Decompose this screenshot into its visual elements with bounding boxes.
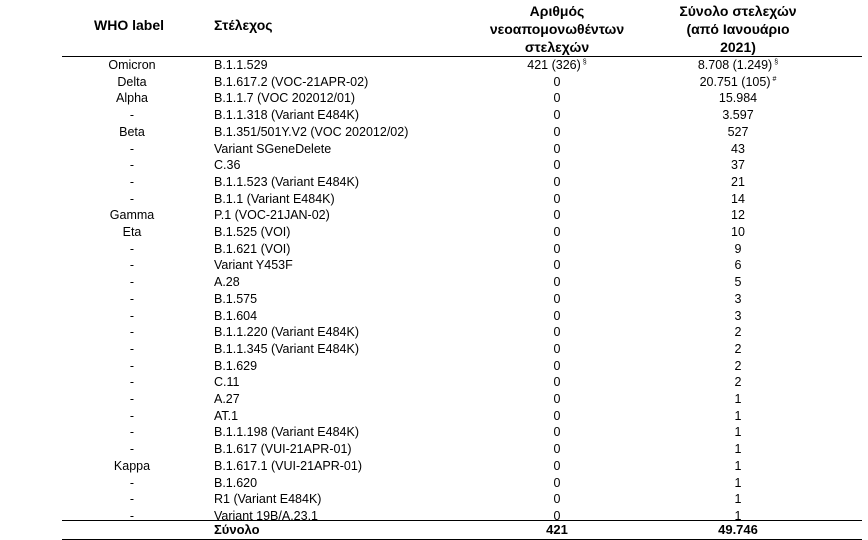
- new-isolates-cell: [472, 124, 642, 141]
- total-strains-value: 1: [734, 408, 742, 423]
- total-strains-value: 37: [731, 158, 745, 173]
- who-label-cell: Alpha: [116, 91, 148, 106]
- who-label-cell: -: [129, 492, 135, 507]
- new-isolates-cell: [472, 491, 642, 508]
- total-strains-value: 20.751 (105): [699, 74, 771, 89]
- total-strains-value: 14: [731, 191, 745, 206]
- new-isolates-value: 0: [553, 425, 561, 440]
- table-row: [0, 90, 868, 107]
- new-isolates-value: 0: [553, 208, 561, 223]
- who-label-cell: -: [129, 308, 135, 323]
- table-row: [0, 124, 868, 141]
- new-isolates-cell: [472, 324, 642, 341]
- new-isolates-cell: [472, 141, 642, 158]
- strain-cell: B.1.620: [214, 475, 258, 490]
- table-row: [0, 491, 868, 508]
- who-label-cell: Eta: [122, 225, 142, 239]
- total-strains-cell: [656, 124, 820, 141]
- total-strains-value: 527: [727, 124, 749, 139]
- strain-cell: B.1.1.529: [214, 58, 268, 72]
- total-strains-value: 10: [731, 225, 745, 239]
- new-isolates-cell: [472, 157, 642, 174]
- new-isolates-value: 0: [553, 91, 561, 106]
- new-isolates-value: 0: [553, 392, 561, 406]
- total-strains-value: 21: [731, 174, 745, 189]
- total-strains-cell: [656, 107, 820, 124]
- total-strains-value: 2: [734, 375, 742, 390]
- who-label-cell: -: [129, 325, 135, 340]
- who-label-cell: -: [129, 358, 135, 373]
- new-isolates-cell: [472, 341, 642, 358]
- total-strains-cell: [656, 475, 820, 492]
- new-isolates-value: 0: [553, 124, 561, 139]
- total-label: Σύνολο: [214, 522, 260, 537]
- new-isolates-value: 0: [553, 358, 561, 373]
- total-strains-value: 1: [734, 475, 742, 490]
- new-isolates-cell: [472, 57, 642, 74]
- total-strains-cell: [656, 424, 820, 441]
- who-label-cell: -: [129, 108, 135, 123]
- table-row: [0, 374, 868, 391]
- strain-cell: B.1.575: [214, 291, 258, 306]
- total-strains-cell: [656, 408, 820, 425]
- new-isolates-value: 421 (326): [527, 58, 581, 72]
- total-strains-cell: [656, 374, 820, 391]
- new-isolates-value: 0: [553, 442, 561, 457]
- total-strains-cell: [656, 274, 820, 291]
- footnote-mark: #: [772, 75, 777, 83]
- table-row: [0, 308, 868, 325]
- total-strains-value: 43: [731, 141, 745, 156]
- total-strains-value: 3: [734, 308, 742, 323]
- strain-cell: C.36: [214, 158, 241, 173]
- new-isolates-value: 0: [553, 241, 561, 256]
- total-row: [0, 522, 868, 539]
- new-isolates-value: 0: [553, 258, 561, 273]
- strain-cell: B.1.1.523 (Variant E484K): [214, 174, 359, 189]
- table-row: [0, 107, 868, 124]
- who-label-cell: -: [129, 508, 135, 523]
- total-strains-cell: [656, 441, 820, 458]
- total-strains-cell: [656, 391, 820, 408]
- table-row: [0, 141, 868, 158]
- table-row: [0, 424, 868, 441]
- who-label-cell: Delta: [117, 74, 147, 89]
- who-label-cell: Gamma: [109, 208, 155, 223]
- new-isolates-value: 0: [553, 508, 561, 523]
- new-isolates-value: 0: [553, 141, 561, 156]
- strain-cell: Variant SGeneDelete: [214, 141, 332, 156]
- who-label-cell: -: [129, 158, 135, 173]
- header-new-isolates: Αριθμός νεοαπομονωθέντων στελεχών: [489, 3, 625, 55]
- strain-cell: B.1.629: [214, 358, 258, 373]
- table-row: [0, 207, 868, 224]
- new-isolates-value: 0: [553, 108, 561, 123]
- header-who-label: WHO label: [94, 17, 165, 33]
- total-strains-value: 2: [734, 358, 742, 373]
- table-row: [0, 475, 868, 492]
- total-strains-value: 8.708 (1.249): [697, 58, 773, 72]
- new-isolates-cell: [472, 374, 642, 391]
- strain-cell: B.1.525 (VOI): [214, 225, 291, 239]
- strain-cell: B.1.1.220 (Variant E484K): [214, 325, 359, 340]
- new-isolates-value: 0: [553, 475, 561, 490]
- total-strains-value: 12: [731, 208, 745, 223]
- new-isolates-value: 0: [553, 74, 561, 89]
- total-all-strains: 49.746: [718, 522, 758, 537]
- total-strains-cell: [656, 74, 820, 91]
- new-isolates-cell: [472, 224, 642, 241]
- new-isolates-value: 0: [553, 225, 561, 239]
- total-strains-cell: [656, 224, 820, 241]
- total-strains-value: 3: [734, 291, 742, 306]
- total-strains-value: 1: [734, 508, 742, 523]
- new-isolates-cell: [472, 358, 642, 375]
- total-strains-cell: [656, 358, 820, 375]
- strain-cell: A.27: [214, 392, 240, 406]
- total-strains-cell: [656, 291, 820, 308]
- total-strains-cell: [656, 241, 820, 258]
- new-isolates-cell: [472, 291, 642, 308]
- new-isolates-cell: [472, 475, 642, 492]
- strain-cell: P.1 (VOC-21JAN-02): [214, 208, 330, 223]
- total-strains-cell: [656, 57, 820, 74]
- new-isolates-value: 0: [553, 291, 561, 306]
- table-row: [0, 224, 868, 241]
- new-isolates-cell: [472, 74, 642, 91]
- new-isolates-cell: [472, 308, 642, 325]
- who-label-cell: -: [129, 275, 135, 290]
- total-strains-cell: [656, 90, 820, 107]
- table-row: [0, 157, 868, 174]
- table-row: [0, 74, 868, 91]
- new-isolates-cell: [472, 391, 642, 408]
- new-isolates-cell: [472, 424, 642, 441]
- strain-cell: B.1.351/501Y.V2 (VOC 202012/02): [214, 124, 409, 139]
- who-label-cell: -: [129, 241, 135, 256]
- total-rule: [62, 520, 862, 521]
- table-row: [0, 291, 868, 308]
- strain-cell: B.1.1 (Variant E484K): [214, 191, 335, 206]
- table-row: [0, 408, 868, 425]
- who-label-cell: Beta: [119, 124, 145, 139]
- table-row: [0, 324, 868, 341]
- table-row: [0, 358, 868, 375]
- total-strains-value: 1: [734, 425, 742, 440]
- total-strains-cell: [656, 324, 820, 341]
- new-isolates-cell: [472, 191, 642, 208]
- strain-cell: B.1.604: [214, 308, 258, 323]
- new-isolates-cell: [472, 441, 642, 458]
- table-row: [0, 257, 868, 274]
- strain-cell: Variant 19B/A.23.1: [214, 508, 319, 523]
- who-label-cell: -: [129, 174, 135, 189]
- strain-cell: B.1.1.7 (VOC 202012/01): [214, 91, 356, 106]
- who-label-cell: -: [129, 291, 135, 306]
- total-strains-cell: [656, 191, 820, 208]
- total-strains-cell: [656, 207, 820, 224]
- new-isolates-value: 0: [553, 325, 561, 340]
- new-isolates-value: 0: [553, 308, 561, 323]
- new-isolates-value: 0: [553, 341, 561, 356]
- total-strains-value: 1: [734, 492, 742, 507]
- table-row: [0, 341, 868, 358]
- total-strains-cell: [656, 141, 820, 158]
- total-new-isolates: 421: [546, 522, 568, 537]
- table-row: [0, 458, 868, 475]
- header-strain: Στέλεχος: [214, 17, 273, 33]
- total-strains-cell: [656, 341, 820, 358]
- strain-cell: B.1.617.1 (VUI-21APR-01): [214, 458, 362, 473]
- who-label-cell: -: [129, 141, 135, 156]
- strain-cell: AT.1: [214, 408, 239, 423]
- who-label-cell: -: [129, 408, 135, 423]
- new-isolates-cell: [472, 458, 642, 475]
- new-isolates-value: 0: [553, 375, 561, 390]
- who-label-cell: Kappa: [113, 458, 151, 473]
- strain-cell: C.11: [214, 375, 240, 390]
- total-strains-value: 1: [734, 392, 742, 406]
- table-row: [0, 441, 868, 458]
- new-isolates-cell: [472, 90, 642, 107]
- new-isolates-value: 0: [553, 275, 561, 290]
- strain-cell: R1 (Variant E484K): [214, 492, 322, 507]
- strain-cell: B.1.621 (VOI): [214, 241, 291, 256]
- new-isolates-value: 0: [553, 492, 561, 507]
- who-label-cell: -: [129, 191, 135, 206]
- table-row: [0, 191, 868, 208]
- total-strains-value: 3.597: [722, 108, 754, 123]
- new-isolates-value: 0: [553, 174, 561, 189]
- new-isolates-cell: [472, 274, 642, 291]
- who-label-cell: Omicron: [108, 58, 156, 72]
- total-strains-cell: [656, 308, 820, 325]
- new-isolates-value: 0: [553, 458, 561, 473]
- new-isolates-cell: [472, 257, 642, 274]
- strain-cell: B.1.1.318 (Variant E484K): [214, 108, 359, 123]
- who-label-cell: -: [129, 341, 135, 356]
- who-label-cell: -: [129, 375, 135, 390]
- total-strains-value: 9: [734, 241, 742, 256]
- table-row: [0, 174, 868, 191]
- total-strains-value: 2: [734, 325, 742, 340]
- who-label-cell: -: [129, 442, 135, 457]
- strain-cell: Variant Y453F: [214, 258, 293, 273]
- new-isolates-value: 0: [553, 158, 561, 173]
- who-label-cell: -: [129, 392, 135, 406]
- new-isolates-value: 0: [553, 408, 561, 423]
- table-row: [0, 241, 868, 258]
- total-strains-cell: [656, 491, 820, 508]
- new-isolates-cell: [472, 107, 642, 124]
- new-isolates-cell: [472, 207, 642, 224]
- header-total-strains: Σύνολο στελεχών (από Ιανουάριο 2021): [679, 3, 797, 55]
- footnote-mark: §: [774, 59, 779, 66]
- strain-cell: B.1.617.2 (VOC-21APR-02): [214, 74, 369, 89]
- who-label-cell: -: [129, 425, 135, 440]
- table-row: [0, 391, 868, 408]
- total-strains-cell: [656, 257, 820, 274]
- total-strains-value: 1: [734, 458, 742, 473]
- strain-cell: B.1.1.345 (Variant E484K): [214, 341, 359, 356]
- footnote-mark: §: [582, 59, 587, 66]
- total-strains-cell: [656, 458, 820, 475]
- strain-cell: B.1.1.198 (Variant E484K): [214, 425, 359, 440]
- table-row: [0, 274, 868, 291]
- new-isolates-cell: [472, 408, 642, 425]
- new-isolates-cell: [472, 241, 642, 258]
- total-strains-value: 1: [734, 442, 742, 457]
- strain-cell: A.28: [214, 275, 240, 290]
- who-label-cell: -: [129, 475, 135, 490]
- total-strains-value: 5: [734, 275, 742, 290]
- new-isolates-value: 0: [553, 191, 561, 206]
- strain-cell: B.1.617 (VUI-21APR-01): [214, 442, 352, 457]
- total-strains-value: 2: [734, 341, 742, 356]
- new-isolates-cell: [472, 174, 642, 191]
- table-row: [0, 57, 868, 74]
- total-strains-value: 6: [734, 258, 742, 273]
- total-strains-cell: [656, 174, 820, 191]
- total-strains-cell: [656, 157, 820, 174]
- who-label-cell: -: [129, 258, 135, 273]
- total-strains-value: 15.984: [718, 91, 758, 106]
